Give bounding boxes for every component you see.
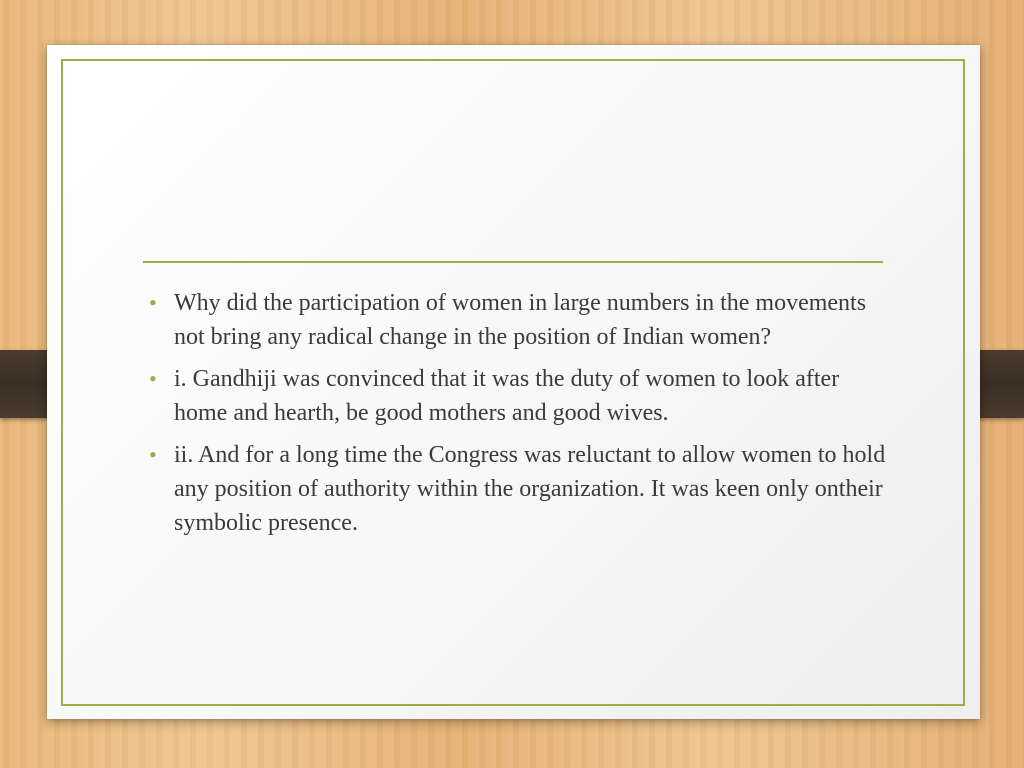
bullet-text: i. Gandhiji was convinced that it was the duty of women to look after home and hearth, be good mothers and good wives. xyxy=(174,366,840,426)
bullet-item-2 xyxy=(147,362,892,430)
title-divider-line xyxy=(143,261,883,263)
bullet-marker-icon: • xyxy=(149,290,157,315)
bullet-marker-icon: • xyxy=(149,366,157,391)
bullet-item-1 xyxy=(147,286,892,354)
bullet-item-3 xyxy=(147,438,892,540)
bullet-text: ii. And for a long time the Congress was reluctant to allow women to hold any position of authority within the organization. It was keen only ontheir symbolic presence. xyxy=(174,442,886,536)
bullet-list xyxy=(147,286,892,548)
slide xyxy=(47,45,980,719)
bullet-text: Why did the participation of women in large numbers in the movements not bring any radical change in the position of Indian women? xyxy=(174,290,867,350)
bullet-marker-icon: • xyxy=(149,442,157,467)
